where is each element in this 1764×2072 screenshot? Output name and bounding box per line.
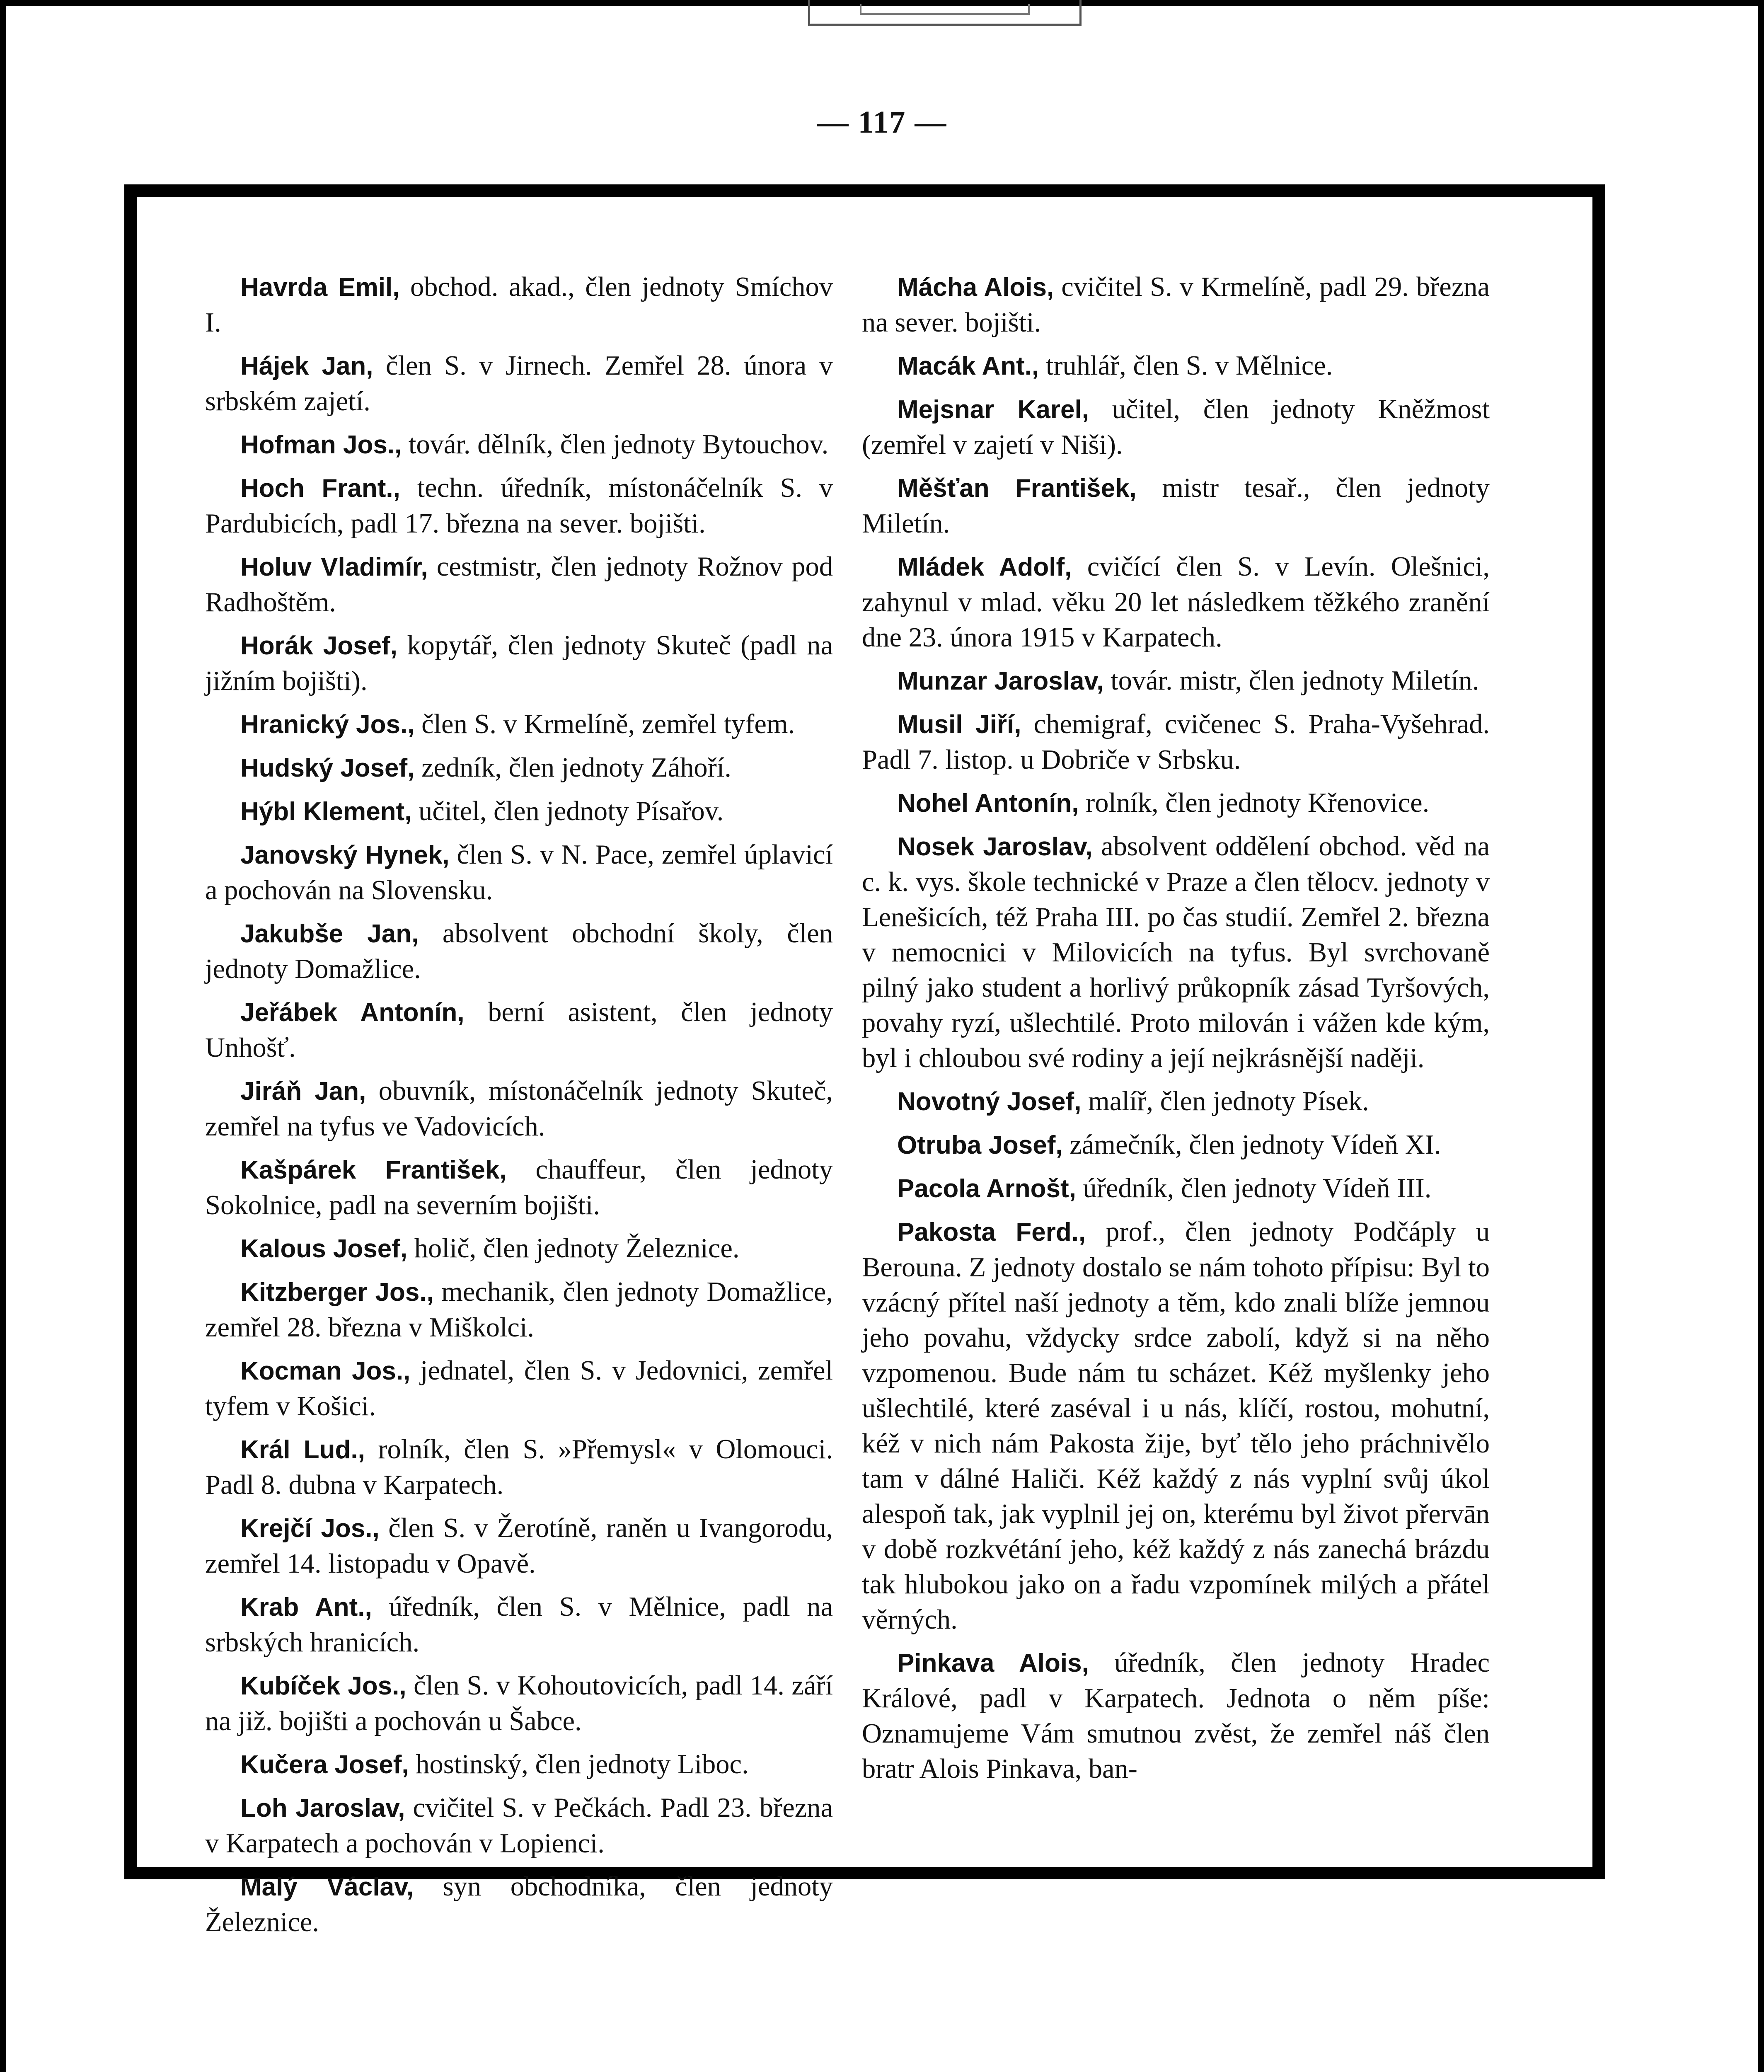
entry-name: Kalous Josef, xyxy=(240,1234,408,1263)
right-column xyxy=(862,269,1490,1794)
entry-name: Jakubše Jan, xyxy=(240,920,419,948)
obituary-entry xyxy=(205,995,833,1065)
obituary-entry xyxy=(862,269,1490,340)
entry-name: Hájek Jan, xyxy=(240,352,373,380)
obituary-entry xyxy=(205,1510,833,1581)
obituary-entry xyxy=(205,427,833,462)
entry-text: úředník, člen S. v Mělnice, padl na srbských hranicích. xyxy=(205,1592,833,1658)
entry-name: Loh Jaroslav, xyxy=(240,1794,405,1823)
entry-text: továr. mistr, člen jednoty Miletín. xyxy=(1103,666,1479,696)
obituary-entry xyxy=(205,1353,833,1424)
entry-text: syn obchodníka, člen jednoty Železnice. xyxy=(205,1871,833,1937)
entry-name: Malý Václav, xyxy=(240,1873,414,1901)
obituary-entry xyxy=(205,1073,833,1144)
entry-name: Hofman Jos., xyxy=(240,431,402,459)
entry-text: továr. dělník, člen jednoty Bytouchov. xyxy=(402,429,829,460)
obituary-entry xyxy=(205,916,833,987)
entry-name: Hudský Josef, xyxy=(240,754,415,782)
entry-name: Hranický Jos., xyxy=(240,710,415,739)
entry-name: Jeřábek Antonín, xyxy=(240,998,465,1027)
entry-text: jednatel, člen S. v Jedovnici, zemřel tyfem v Košici. xyxy=(205,1356,833,1421)
entry-text: učitel, člen jednoty Kněžmost (zemřel v zajetí v Niši). xyxy=(862,394,1490,460)
entry-name: Mládek Adolf, xyxy=(897,553,1072,581)
obituary-entry xyxy=(862,1127,1490,1163)
obituary-entry xyxy=(205,348,833,419)
entry-name: Hoch Frant., xyxy=(240,474,400,503)
entry-name: Kašpárek František, xyxy=(240,1156,507,1184)
obituary-entry xyxy=(205,707,833,742)
scan-clip-mark xyxy=(808,0,1082,26)
obituary-entry xyxy=(205,470,833,541)
entry-text: cvičitel S. v Krmelíně, padl 29. března na sever. bojišti. xyxy=(862,272,1490,338)
entry-name: Holuv Vladimír, xyxy=(240,553,428,581)
entry-text: rolník, člen S. »Přemysl« v Olomouci. Padl 8. dubna v Karpatech. xyxy=(205,1434,833,1500)
entry-name: Pacola Arnošt, xyxy=(897,1174,1076,1203)
entry-text: zámečník, člen jednoty Vídeň XI. xyxy=(1062,1130,1441,1160)
entry-name: Mejsnar Karel, xyxy=(897,395,1089,424)
entry-name: Krab Ant., xyxy=(240,1593,372,1622)
obituary-entry xyxy=(862,549,1490,655)
entry-text: cvičitel S. v Pečkách. Padl 23. března v Karpatech a pochován v Lopienci. xyxy=(205,1793,833,1859)
entry-name: Kocman Jos., xyxy=(240,1357,411,1385)
entry-text: člen S. v Krmelíně, zemřel tyfem. xyxy=(414,709,795,739)
entry-name: Kubíček Jos., xyxy=(240,1672,407,1700)
obituary-entry xyxy=(205,1747,833,1782)
obituary-entry xyxy=(862,348,1490,384)
entry-name: Novotný Josef, xyxy=(897,1087,1082,1116)
entry-text: obchod. akad., člen jednoty Smíchov I. xyxy=(205,272,833,338)
obituary-entry xyxy=(205,628,833,699)
entry-name: Pinkava Alois, xyxy=(897,1649,1089,1677)
entry-text: holič, člen jednoty Železnice. xyxy=(407,1233,740,1264)
obituary-entry xyxy=(205,837,833,908)
obituary-entry xyxy=(862,1645,1490,1786)
entry-text: truhlář, člen S. v Mělnice. xyxy=(1039,351,1333,381)
page-frame xyxy=(124,184,1605,1937)
entry-text: kopytář, člen jednoty Skuteč (padl na jižním bojišti). xyxy=(205,630,833,696)
entry-text: úředník, člen jednoty Vídeň III. xyxy=(1076,1173,1432,1203)
entry-name: Nohel Antonín, xyxy=(897,789,1079,818)
entry-text: prof., člen jednoty Podčáply u Berouna. Z jednoty dostalo se nám tohoto přípisu: Byl to vzácný přítel naší jednoty a těm, kdo znali blíže jemnou jeho povahu, vždycky srdce zabolí, když si na něho vzpomenou. Bude nám tu scházet. Kéž myšlenky jeho ušlechtilé, které zaséval i u nás, klíčí, rostou, mohutní, kéž v nich nám Pakosta žije, byť tělo jeho práchnivělo tam v dálné Haliči. Kéž každý z nás vyplní svůj úkol alespoň tak, jak vyplnil jej on, kterému byl život přervān v době rozkvétání jeho, kéž každý z nás zanechá brázdu tak hlubokou jako on a řadu vzpomínek milých a přátel věrných. xyxy=(862,1217,1490,1635)
obituary-entry xyxy=(862,470,1490,541)
entry-name: Pakosta Ferd., xyxy=(897,1218,1086,1247)
entry-text: absolvent oddělení obchod. věd na c. k. vys. škole technické v Praze a člen tělocv. jednoty v Lenešicích, též Praha III. po čas studií. Zemřel 2. března v nemocnici v Milovicích na tyfus. Byl svrchovaně pilný jako student a horlivý průkopník zásad Tyršových, povahy ryzí, ušlechtilé. Proto milován i vážen kde kým, byl i chloubou své rodiny a její nejkrásnější naději. xyxy=(862,831,1490,1073)
entry-name: Musil Jiří, xyxy=(897,710,1021,739)
entry-text: techn. úředník, místonáčelník S. v Pardubicích, padl 17. března na sever. bojišti. xyxy=(205,473,833,539)
entry-text: cvičící člen S. v Levín. Olešnici, zahynul v mlad. věku 20 let následkem těžkého zranění dne 23. února 1915 v Karpatech. xyxy=(862,552,1490,653)
entry-text: chauffeur, člen jednoty Sokolnice, padl na severním bojišti. xyxy=(205,1155,833,1220)
obituary-entry xyxy=(862,785,1490,821)
entry-text: malíř, člen jednoty Písek. xyxy=(1081,1086,1369,1116)
obituary-entry xyxy=(205,1231,833,1266)
entry-name: Jiráň Jan, xyxy=(240,1077,366,1106)
obituary-entry xyxy=(862,392,1490,462)
entry-name: Krejčí Jos., xyxy=(240,1514,380,1543)
obituary-entry xyxy=(862,707,1490,777)
obituary-entry xyxy=(205,1668,833,1739)
entry-text: obuvník, místonáčelník jednoty Skuteč, zemřel na tyfus ve Vadovicích. xyxy=(205,1076,833,1142)
obituary-entry xyxy=(205,750,833,786)
entry-name: Havrda Emil, xyxy=(240,273,400,302)
entry-text: mistr tesař., člen jednoty Miletín. xyxy=(862,473,1490,539)
entry-name: Otruba Josef, xyxy=(897,1131,1063,1159)
entry-text: učitel, člen jednoty Písařov. xyxy=(411,796,724,826)
entry-name: Munzar Jaroslav, xyxy=(897,667,1104,695)
entry-text: člen S. v Žerotíně, raněn u Ivangorodu, zemřel 14. listopadu v Opavě. xyxy=(205,1513,833,1579)
entry-name: Mácha Alois, xyxy=(897,273,1054,302)
page-number: — 117 — xyxy=(817,105,947,140)
obituary-entry xyxy=(205,549,833,620)
entry-name: Horák Josef, xyxy=(240,632,397,660)
entry-text: člen S. v N. Pace, zemřel úplavicí a pochován na Slovensku. xyxy=(205,840,833,905)
obituary-entry xyxy=(205,1869,833,1940)
entry-text: hostinský, člen jednoty Liboc. xyxy=(409,1749,749,1779)
entry-name: Kučera Josef, xyxy=(240,1750,409,1779)
entry-text: berní asistent, člen jednoty Unhošť. xyxy=(205,997,833,1063)
entry-name: Měšťan František, xyxy=(897,474,1137,503)
entry-text: člen S. v Jirnech. Zemřel 28. února v srbském zajetí. xyxy=(205,351,833,416)
obituary-entry xyxy=(862,1214,1490,1637)
entry-name: Janovský Hynek, xyxy=(240,841,450,869)
entry-name: Nosek Jaroslav, xyxy=(897,833,1093,861)
obituary-entry xyxy=(205,1274,833,1345)
obituary-entry xyxy=(862,829,1490,1076)
entry-text: chemigraf, cvičenec S. Praha-Vyšehrad. Padl 7. listop. u Dobriče v Srbsku. xyxy=(862,709,1490,775)
entry-name: Macák Ant., xyxy=(897,352,1039,380)
obituary-entry xyxy=(205,794,833,829)
left-column xyxy=(205,269,833,1948)
entry-name: Král Lud., xyxy=(240,1435,365,1464)
obituary-entry xyxy=(862,663,1490,699)
entry-text: rolník, člen jednoty Křenovice. xyxy=(1079,788,1430,818)
entry-text: zedník, člen jednoty Záhoří. xyxy=(414,753,731,783)
entry-name: Hýbl Klement, xyxy=(240,797,412,826)
obituary-entry xyxy=(205,1152,833,1223)
entry-text: člen S. v Kohoutovicích, padl 14. září na již. bojišti a pochován u Šabce. xyxy=(205,1670,833,1736)
entry-text: mechanik, člen jednoty Domažlice, zemřel 28. března v Miškolci. xyxy=(205,1277,833,1343)
obituary-entry xyxy=(205,1790,833,1861)
obituary-entry xyxy=(862,1171,1490,1206)
entry-text: cestmistr, člen jednoty Rožnov pod Radhoštěm. xyxy=(205,552,833,617)
obituary-entry xyxy=(205,1589,833,1660)
entry-text: úředník, člen jednoty Hradec Králové, padl v Karpatech. Jednota o něm píše: Oznamujeme Vám smutnou zvěst, že zemřel náš člen bratr Alois Pinkava, ban- xyxy=(862,1648,1490,1784)
obituary-entry xyxy=(205,1432,833,1503)
obituary-entry xyxy=(862,1084,1490,1119)
entry-text: absolvent obchodní školy, člen jednoty Domažlice. xyxy=(205,918,833,984)
obituary-entry xyxy=(205,269,833,340)
entry-name: Kitzberger Jos., xyxy=(240,1278,434,1307)
